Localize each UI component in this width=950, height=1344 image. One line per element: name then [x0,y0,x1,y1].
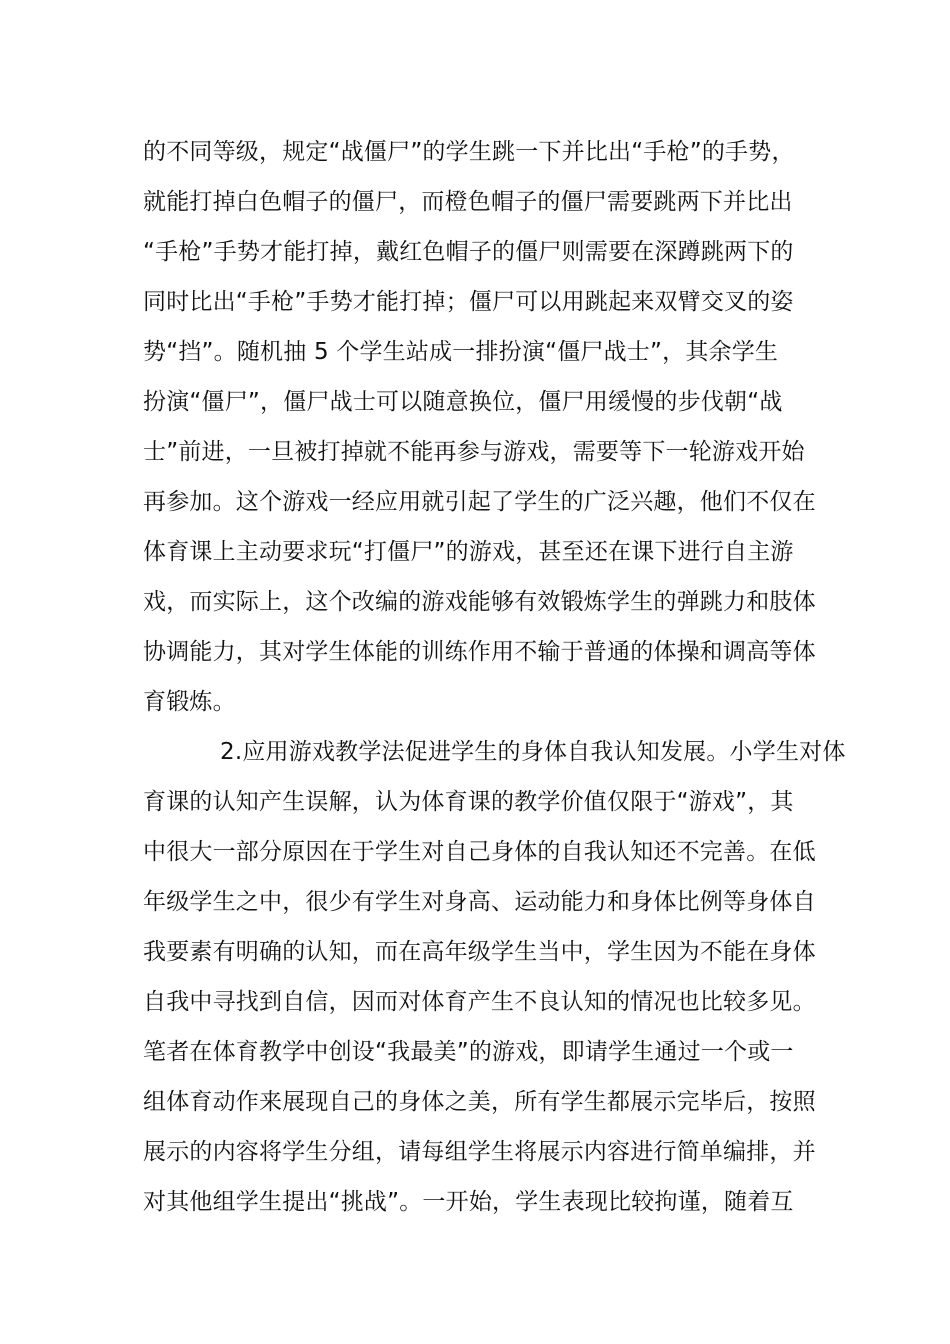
text-line: 自我中寻找到自信，因而对体育产生不良认知的情况也比较多见。 [143,989,816,1015]
text-line: 扮演“僵尸”，僵尸战士可以随意换位，僵尸用缓慢的步伐朝“战 [143,389,783,415]
text-line: 戏，而实际上，这个改编的游戏能够有效锻炼学生的弹跳力和肢体 [143,589,816,615]
text-line: 士”前进，一旦被打掉就不能再参与游戏，需要等下一轮游戏开始 [143,439,805,465]
text-line: 中很大一部分原因在于学生对自己身体的自我认知还不完善。在低 [143,839,816,865]
text-line: 笔者在体育教学中创设“我最美”的游戏，即请学生通过一个或一 [143,1039,794,1065]
text-line: 育课的认知产生误解，认为体育课的教学价值仅限于“游戏”，其 [143,789,794,815]
text-line: “手枪”手势才能打掉，戴红色帽子的僵尸则需要在深蹲跳两下的 [143,239,794,265]
text-line: 年级学生之中，很少有学生对身高、运动能力和身体比例等身体自 [143,889,816,915]
text-line: 的不同等级，规定“战僵尸”的学生跳一下并比出“手枪”的手势， [143,139,795,165]
text-line: 协调能力，其对学生体能的训练作用不输于普通的体操和调高等体 [143,639,816,665]
body-text [143,127,846,1227]
text-line: 同时比出“手枪”手势才能打掉；僵尸可以用跳起来双臂交叉的姿 [143,289,794,315]
text-line: 组体育动作来展现自己的身体之美，所有学生都展示完毕后，按照 [143,1089,816,1115]
text-line: 体育课上主动要求玩“打僵尸”的游戏，甚至还在课下进行自主游 [143,539,794,565]
text-line: 就能打掉白色帽子的僵尸，而橙色帽子的僵尸需要跳两下并比出 [143,189,793,215]
text-line: 展示的内容将学生分组，请每组学生将展示内容进行简单编排，并 [143,1139,816,1165]
text-line: 势“挡”。随机抽 5 个学生站成一排扮演“僵尸战士”，其余学生 [143,339,779,365]
text-line: 再参加。这个游戏一经应用就引起了学生的广泛兴趣，他们不仅在 [143,489,816,515]
text-line: 育锻炼。 [143,689,236,715]
paragraph-start-line: 2.应用游戏教学法促进学生的身体自我认知发展。小学生对体 [220,739,846,765]
text-line: 对其他组学生提出“挑战”。一开始，学生表现比较拘谨，随着互 [143,1189,794,1215]
text-line: 我要素有明确的认知，而在高年级学生当中，学生因为不能在身体 [143,939,816,965]
